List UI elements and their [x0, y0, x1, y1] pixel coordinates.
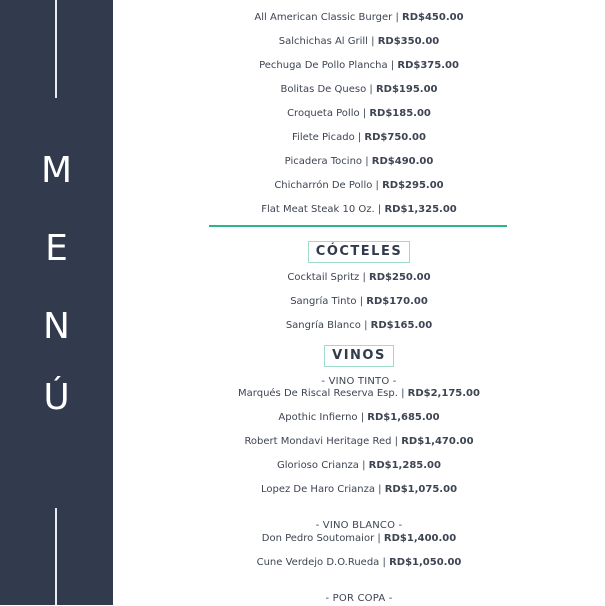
- item-price: RD$375.00: [397, 60, 459, 71]
- item-price: RD$295.00: [382, 180, 444, 191]
- menu-item: [113, 203, 605, 217]
- menu-item: [113, 271, 605, 285]
- sidebar-top-line: [55, 0, 57, 98]
- item-name: Marqués De Riscal Reserva Esp.: [238, 388, 398, 399]
- item-price: RD$1,400.00: [383, 533, 457, 544]
- item-name: Chicharrón De Pollo: [274, 180, 373, 191]
- item-separator: |: [356, 296, 367, 307]
- item-name: Salchichas Al Grill: [278, 36, 368, 47]
- item-separator: |: [374, 484, 385, 495]
- item-price: RD$490.00: [371, 156, 434, 167]
- item-price: RD$350.00: [377, 36, 440, 47]
- menu-item: [113, 11, 605, 25]
- sidebar-letter-m: M: [40, 150, 73, 191]
- vinos-title: VINOS: [324, 345, 394, 367]
- menu-item: [113, 483, 605, 497]
- item-separator: |: [397, 388, 408, 399]
- item-price: RD$250.00: [369, 272, 431, 283]
- item-name: Lopez De Haro Crianza: [260, 484, 375, 495]
- item-separator: |: [374, 204, 385, 215]
- menu-content: [113, 0, 605, 605]
- item-name: Cune Verdejo D.O.Rueda: [256, 557, 383, 568]
- cocteles-section-header: [113, 240, 605, 263]
- item-separator: |: [387, 60, 398, 71]
- item-separator: |: [362, 156, 372, 167]
- item-separator: |: [354, 132, 365, 143]
- item-price: RD$1,325.00: [384, 204, 457, 215]
- item-separator: |: [372, 180, 383, 191]
- vino-blanco-label: - VINO BLANCO -: [315, 520, 403, 531]
- item-name: Flat Meat Steak 10 Oz.: [261, 204, 375, 215]
- item-separator: |: [359, 108, 370, 119]
- menu-item: [113, 295, 605, 309]
- sidebar-letter-u: Ú: [43, 377, 70, 418]
- item-name: Apothic Infierno: [278, 412, 358, 423]
- item-separator: |: [382, 557, 390, 568]
- item-price: RD$2,175.00: [407, 388, 480, 399]
- menu-item: [113, 107, 605, 121]
- item-price: RD$1,685.00: [367, 412, 440, 423]
- item-name: Glorioso Crianza: [277, 460, 359, 471]
- item-separator: |: [358, 460, 369, 471]
- item-name: Sangría Tinto: [290, 296, 357, 307]
- item-name: Pechuga De Pollo Plancha: [259, 60, 388, 71]
- item-separator: |: [360, 320, 371, 331]
- item-price: RD$195.00: [375, 84, 438, 95]
- item-name: Croqueta Pollo: [287, 108, 360, 119]
- sidebar-letter-e: E: [45, 228, 68, 269]
- menu-item: [113, 319, 605, 333]
- menu-item: [113, 411, 605, 425]
- item-separator: |: [367, 36, 378, 47]
- item-name: Bolitas De Queso: [280, 84, 367, 95]
- menu-item: [113, 35, 605, 49]
- item-name: Filete Picado: [292, 132, 355, 143]
- item-separator: |: [366, 84, 376, 95]
- menu-item: [113, 387, 605, 401]
- item-price: RD$185.00: [369, 108, 431, 119]
- sidebar-letter-n: N: [43, 306, 70, 347]
- menu-item: [113, 179, 605, 193]
- item-name: Cocktail Spritz: [287, 272, 360, 283]
- item-name: Robert Mondavi Heritage Red: [244, 436, 392, 447]
- item-name: All American Classic Burger: [254, 12, 393, 23]
- item-separator: |: [391, 436, 402, 447]
- item-price: RD$1,050.00: [389, 557, 462, 568]
- sidebar-bottom-line: [55, 508, 57, 605]
- item-name: Picadera Tocino: [284, 156, 363, 167]
- menu-item: [113, 83, 605, 97]
- item-separator: |: [357, 412, 368, 423]
- cocteles-title: CÓCTELES: [308, 241, 410, 263]
- item-price: RD$1,470.00: [401, 436, 474, 447]
- menu-item: [113, 532, 605, 546]
- menu-item: [113, 155, 605, 169]
- section-divider: [209, 225, 507, 227]
- menu-sidebar: [0, 0, 113, 605]
- item-price: RD$450.00: [402, 12, 464, 23]
- item-separator: |: [374, 533, 384, 544]
- menu-item: [113, 131, 605, 145]
- item-price: RD$170.00: [366, 296, 428, 307]
- item-separator: |: [359, 272, 370, 283]
- item-name: Don Pedro Soutomaior: [261, 533, 375, 544]
- item-name: Sangría Blanco: [285, 320, 361, 331]
- vinos-section-header: [113, 344, 605, 367]
- menu-item: [113, 435, 605, 449]
- menu-item: [113, 459, 605, 473]
- item-price: RD$1,075.00: [384, 484, 458, 495]
- por-copa-label: - POR COPA -: [325, 593, 393, 604]
- item-price: RD$165.00: [370, 320, 433, 331]
- item-separator: |: [392, 12, 403, 23]
- menu-item: [113, 556, 605, 570]
- item-price: RD$1,285.00: [368, 460, 441, 471]
- item-price: RD$750.00: [364, 132, 426, 143]
- vino-tinto-label: - VINO TINTO -: [321, 376, 397, 387]
- menu-item: [113, 59, 605, 73]
